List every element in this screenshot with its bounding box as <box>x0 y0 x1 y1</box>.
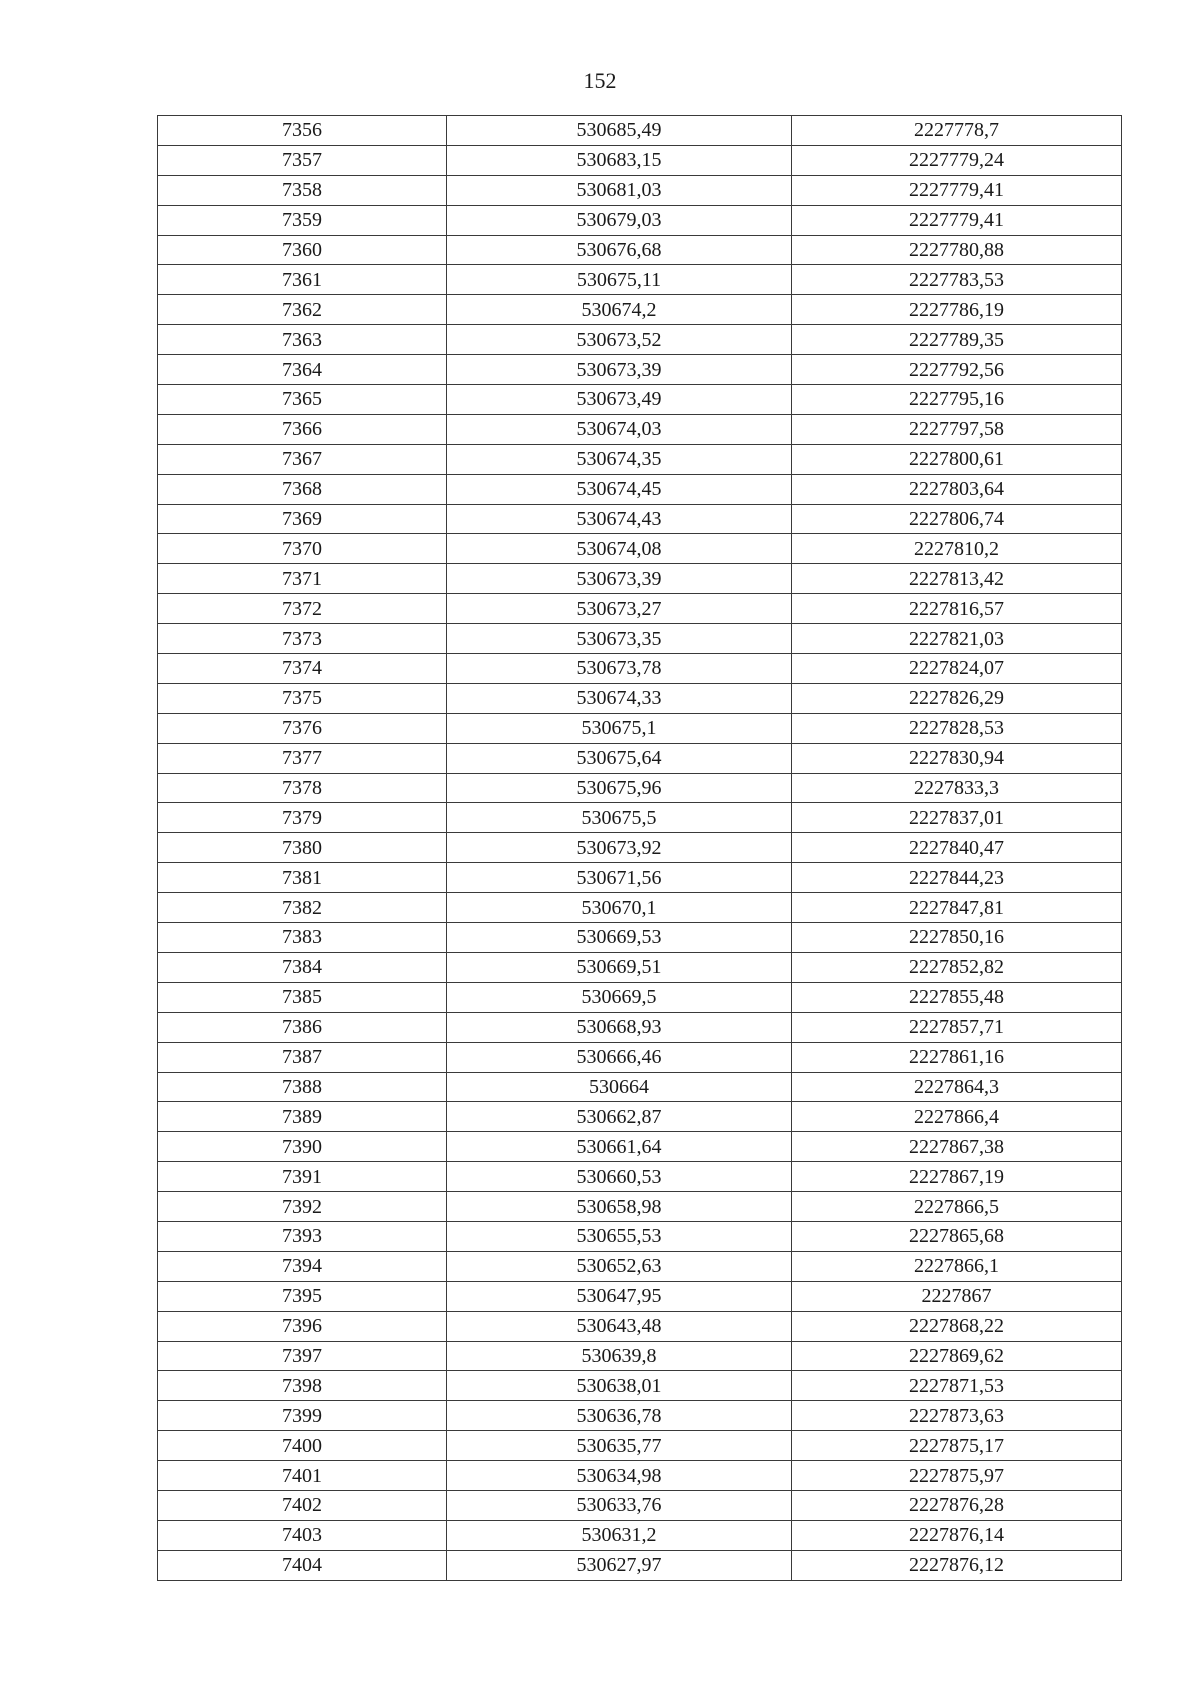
point-number-cell: 7364 <box>158 355 447 385</box>
y-coordinate-cell: 2227852,82 <box>792 952 1122 982</box>
table-row <box>158 624 1122 654</box>
table-row <box>158 564 1122 594</box>
point-number-cell: 7373 <box>158 624 447 654</box>
x-coordinate-cell: 530674,08 <box>447 534 792 564</box>
point-number-cell: 7362 <box>158 295 447 325</box>
table-row <box>158 145 1122 175</box>
table-row <box>158 654 1122 684</box>
point-number-cell: 7385 <box>158 982 447 1012</box>
table-row <box>158 982 1122 1012</box>
y-coordinate-cell: 2227824,07 <box>792 654 1122 684</box>
y-coordinate-cell: 2227864,3 <box>792 1072 1122 1102</box>
table-row <box>158 235 1122 265</box>
y-coordinate-cell: 2227833,3 <box>792 773 1122 803</box>
y-coordinate-cell: 2227816,57 <box>792 594 1122 624</box>
y-coordinate-cell: 2227855,48 <box>792 982 1122 1012</box>
table-row <box>158 175 1122 205</box>
table-row <box>158 594 1122 624</box>
y-coordinate-cell: 2227806,74 <box>792 504 1122 534</box>
x-coordinate-cell: 530647,95 <box>447 1281 792 1311</box>
point-number-cell: 7403 <box>158 1520 447 1550</box>
table-row <box>158 385 1122 415</box>
page-number: 152 <box>583 68 617 93</box>
y-coordinate-cell: 2227866,5 <box>792 1192 1122 1222</box>
x-coordinate-cell: 530675,1 <box>447 713 792 743</box>
y-coordinate-cell: 2227786,19 <box>792 295 1122 325</box>
table-row <box>158 773 1122 803</box>
y-coordinate-cell: 2227850,16 <box>792 923 1122 953</box>
table-row <box>158 504 1122 534</box>
y-coordinate-cell: 2227866,1 <box>792 1251 1122 1281</box>
x-coordinate-cell: 530685,49 <box>447 116 792 146</box>
y-coordinate-cell: 2227795,16 <box>792 385 1122 415</box>
x-coordinate-cell: 530673,27 <box>447 594 792 624</box>
point-number-cell: 7394 <box>158 1251 447 1281</box>
y-coordinate-cell: 2227779,41 <box>792 205 1122 235</box>
y-coordinate-cell: 2227867 <box>792 1281 1122 1311</box>
point-number-cell: 7392 <box>158 1192 447 1222</box>
y-coordinate-cell: 2227797,58 <box>792 414 1122 444</box>
x-coordinate-cell: 530683,15 <box>447 145 792 175</box>
x-coordinate-cell: 530664 <box>447 1072 792 1102</box>
table-row <box>158 893 1122 923</box>
y-coordinate-cell: 2227871,53 <box>792 1371 1122 1401</box>
y-coordinate-cell: 2227866,4 <box>792 1102 1122 1132</box>
table-row <box>158 1401 1122 1431</box>
y-coordinate-cell: 2227847,81 <box>792 893 1122 923</box>
y-coordinate-cell: 2227803,64 <box>792 474 1122 504</box>
y-coordinate-cell: 2227830,94 <box>792 743 1122 773</box>
x-coordinate-cell: 530673,39 <box>447 564 792 594</box>
x-coordinate-cell: 530674,33 <box>447 683 792 713</box>
x-coordinate-cell: 530675,96 <box>447 773 792 803</box>
x-coordinate-cell: 530669,5 <box>447 982 792 1012</box>
point-number-cell: 7366 <box>158 414 447 444</box>
x-coordinate-cell: 530673,35 <box>447 624 792 654</box>
point-number-cell: 7380 <box>158 833 447 863</box>
y-coordinate-cell: 2227789,35 <box>792 325 1122 355</box>
x-coordinate-cell: 530661,64 <box>447 1132 792 1162</box>
y-coordinate-cell: 2227837,01 <box>792 803 1122 833</box>
table-row <box>158 325 1122 355</box>
point-number-cell: 7386 <box>158 1012 447 1042</box>
table-row <box>158 1192 1122 1222</box>
y-coordinate-cell: 2227792,56 <box>792 355 1122 385</box>
y-coordinate-cell: 2227813,42 <box>792 564 1122 594</box>
table-row <box>158 683 1122 713</box>
y-coordinate-cell: 2227861,16 <box>792 1042 1122 1072</box>
x-coordinate-cell: 530655,53 <box>447 1221 792 1251</box>
point-number-cell: 7370 <box>158 534 447 564</box>
point-number-cell: 7383 <box>158 923 447 953</box>
table-row <box>158 295 1122 325</box>
table-row <box>158 116 1122 146</box>
point-number-cell: 7376 <box>158 713 447 743</box>
x-coordinate-cell: 530674,43 <box>447 504 792 534</box>
table-row <box>158 923 1122 953</box>
table-row <box>158 205 1122 235</box>
table-row <box>158 833 1122 863</box>
table-row <box>158 1371 1122 1401</box>
x-coordinate-cell: 530643,48 <box>447 1311 792 1341</box>
x-coordinate-cell: 530670,1 <box>447 893 792 923</box>
table-row <box>158 414 1122 444</box>
point-number-cell: 7404 <box>158 1550 447 1580</box>
table-row <box>158 952 1122 982</box>
x-coordinate-cell: 530631,2 <box>447 1520 792 1550</box>
point-number-cell: 7367 <box>158 444 447 474</box>
x-coordinate-cell: 530662,87 <box>447 1102 792 1132</box>
table-row <box>158 534 1122 564</box>
table-row <box>158 803 1122 833</box>
point-number-cell: 7371 <box>158 564 447 594</box>
x-coordinate-cell: 530679,03 <box>447 205 792 235</box>
table-row <box>158 1251 1122 1281</box>
y-coordinate-cell: 2227876,14 <box>792 1520 1122 1550</box>
y-coordinate-cell: 2227778,7 <box>792 116 1122 146</box>
y-coordinate-cell: 2227876,28 <box>792 1490 1122 1520</box>
table-row <box>158 444 1122 474</box>
x-coordinate-cell: 530627,97 <box>447 1550 792 1580</box>
point-number-cell: 7387 <box>158 1042 447 1072</box>
point-number-cell: 7356 <box>158 116 447 146</box>
x-coordinate-cell: 530668,93 <box>447 1012 792 1042</box>
y-coordinate-cell: 2227865,68 <box>792 1221 1122 1251</box>
x-coordinate-cell: 530634,98 <box>447 1461 792 1491</box>
x-coordinate-cell: 530669,53 <box>447 923 792 953</box>
x-coordinate-cell: 530671,56 <box>447 863 792 893</box>
point-number-cell: 7395 <box>158 1281 447 1311</box>
x-coordinate-cell: 530676,68 <box>447 235 792 265</box>
y-coordinate-cell: 2227868,22 <box>792 1311 1122 1341</box>
table-row <box>158 743 1122 773</box>
table-row <box>158 1550 1122 1580</box>
table-row <box>158 1132 1122 1162</box>
table-row <box>158 1341 1122 1371</box>
point-number-cell: 7375 <box>158 683 447 713</box>
point-number-cell: 7372 <box>158 594 447 624</box>
point-number-cell: 7359 <box>158 205 447 235</box>
point-number-cell: 7365 <box>158 385 447 415</box>
x-coordinate-cell: 530675,5 <box>447 803 792 833</box>
point-number-cell: 7384 <box>158 952 447 982</box>
point-number-cell: 7400 <box>158 1431 447 1461</box>
point-number-cell: 7389 <box>158 1102 447 1132</box>
point-number-cell: 7382 <box>158 893 447 923</box>
point-number-cell: 7379 <box>158 803 447 833</box>
x-coordinate-cell: 530633,76 <box>447 1490 792 1520</box>
y-coordinate-cell: 2227780,88 <box>792 235 1122 265</box>
y-coordinate-cell: 2227826,29 <box>792 683 1122 713</box>
point-number-cell: 7363 <box>158 325 447 355</box>
point-number-cell: 7393 <box>158 1221 447 1251</box>
y-coordinate-cell: 2227875,97 <box>792 1461 1122 1491</box>
table-row <box>158 1520 1122 1550</box>
table-row <box>158 1281 1122 1311</box>
x-coordinate-cell: 530658,98 <box>447 1192 792 1222</box>
x-coordinate-cell: 530673,92 <box>447 833 792 863</box>
point-number-cell: 7390 <box>158 1132 447 1162</box>
point-number-cell: 7388 <box>158 1072 447 1102</box>
point-number-cell: 7402 <box>158 1490 447 1520</box>
y-coordinate-cell: 2227821,03 <box>792 624 1122 654</box>
y-coordinate-cell: 2227867,38 <box>792 1132 1122 1162</box>
table-row <box>158 1311 1122 1341</box>
x-coordinate-cell: 530638,01 <box>447 1371 792 1401</box>
x-coordinate-cell: 530675,64 <box>447 743 792 773</box>
y-coordinate-cell: 2227840,47 <box>792 833 1122 863</box>
y-coordinate-cell: 2227869,62 <box>792 1341 1122 1371</box>
x-coordinate-cell: 530674,35 <box>447 444 792 474</box>
x-coordinate-cell: 530652,63 <box>447 1251 792 1281</box>
x-coordinate-cell: 530636,78 <box>447 1401 792 1431</box>
y-coordinate-cell: 2227828,53 <box>792 713 1122 743</box>
point-number-cell: 7374 <box>158 654 447 684</box>
y-coordinate-cell: 2227810,2 <box>792 534 1122 564</box>
x-coordinate-cell: 530674,2 <box>447 295 792 325</box>
table-row <box>158 863 1122 893</box>
point-number-cell: 7368 <box>158 474 447 504</box>
point-number-cell: 7391 <box>158 1162 447 1192</box>
point-number-cell: 7358 <box>158 175 447 205</box>
point-number-cell: 7357 <box>158 145 447 175</box>
point-number-cell: 7361 <box>158 265 447 295</box>
table-row <box>158 265 1122 295</box>
y-coordinate-cell: 2227779,41 <box>792 175 1122 205</box>
point-number-cell: 7360 <box>158 235 447 265</box>
x-coordinate-cell: 530660,53 <box>447 1162 792 1192</box>
table-row <box>158 355 1122 385</box>
point-number-cell: 7381 <box>158 863 447 893</box>
table-row <box>158 1042 1122 1072</box>
x-coordinate-cell: 530635,77 <box>447 1431 792 1461</box>
point-number-cell: 7397 <box>158 1341 447 1371</box>
point-number-cell: 7378 <box>158 773 447 803</box>
y-coordinate-cell: 2227876,12 <box>792 1550 1122 1580</box>
point-number-cell: 7396 <box>158 1311 447 1341</box>
table-row <box>158 1072 1122 1102</box>
y-coordinate-cell: 2227844,23 <box>792 863 1122 893</box>
x-coordinate-cell: 530673,52 <box>447 325 792 355</box>
y-coordinate-cell: 2227783,53 <box>792 265 1122 295</box>
table-row <box>158 474 1122 504</box>
y-coordinate-cell: 2227875,17 <box>792 1431 1122 1461</box>
table-row <box>158 1162 1122 1192</box>
x-coordinate-cell: 530681,03 <box>447 175 792 205</box>
point-number-cell: 7369 <box>158 504 447 534</box>
x-coordinate-cell: 530673,49 <box>447 385 792 415</box>
x-coordinate-cell: 530639,8 <box>447 1341 792 1371</box>
y-coordinate-cell: 2227857,71 <box>792 1012 1122 1042</box>
table-row <box>158 1431 1122 1461</box>
y-coordinate-cell: 2227800,61 <box>792 444 1122 474</box>
point-number-cell: 7399 <box>158 1401 447 1431</box>
point-number-cell: 7377 <box>158 743 447 773</box>
x-coordinate-cell: 530673,78 <box>447 654 792 684</box>
point-number-cell: 7401 <box>158 1461 447 1491</box>
coordinates-table-body <box>158 116 1122 1581</box>
point-number-cell: 7398 <box>158 1371 447 1401</box>
x-coordinate-cell: 530674,03 <box>447 414 792 444</box>
x-coordinate-cell: 530673,39 <box>447 355 792 385</box>
table-row <box>158 1221 1122 1251</box>
table-row <box>158 1012 1122 1042</box>
table-row <box>158 1102 1122 1132</box>
coordinates-table <box>157 115 1122 1581</box>
x-coordinate-cell: 530674,45 <box>447 474 792 504</box>
y-coordinate-cell: 2227779,24 <box>792 145 1122 175</box>
table-row <box>158 713 1122 743</box>
table-row <box>158 1490 1122 1520</box>
y-coordinate-cell: 2227867,19 <box>792 1162 1122 1192</box>
x-coordinate-cell: 530669,51 <box>447 952 792 982</box>
x-coordinate-cell: 530675,11 <box>447 265 792 295</box>
x-coordinate-cell: 530666,46 <box>447 1042 792 1072</box>
y-coordinate-cell: 2227873,63 <box>792 1401 1122 1431</box>
table-row <box>158 1461 1122 1491</box>
